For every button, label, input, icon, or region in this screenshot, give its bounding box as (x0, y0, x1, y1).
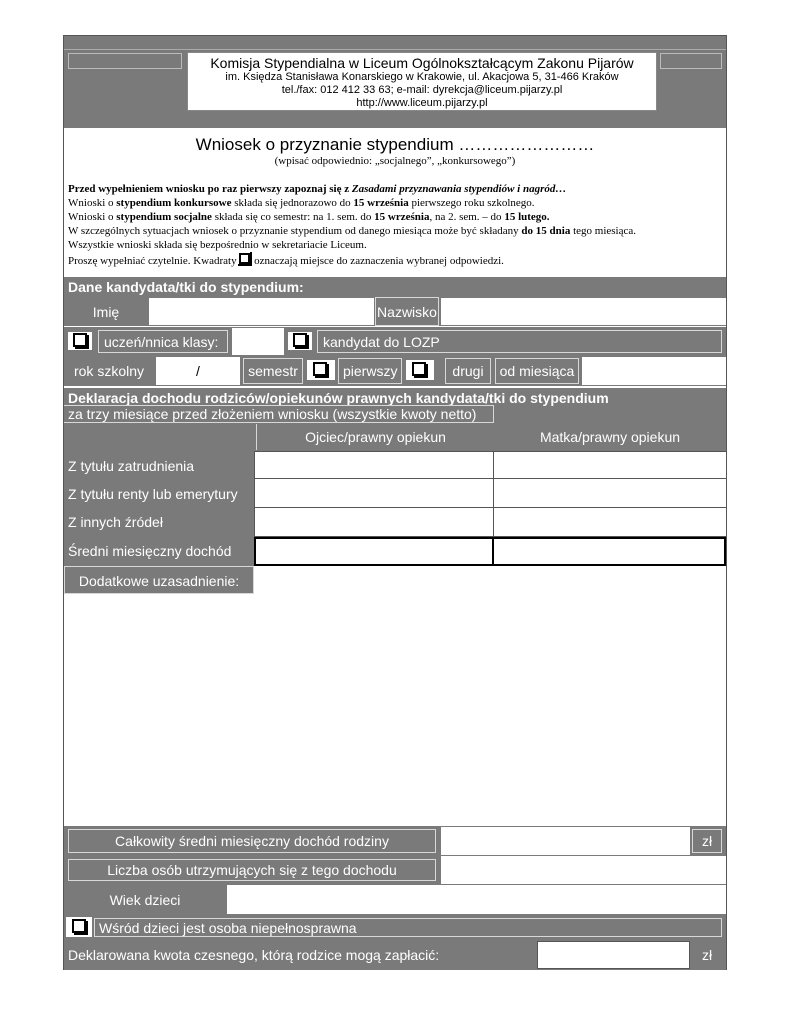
income-mother-field[interactable] (494, 508, 726, 537)
income-mother-field[interactable] (494, 479, 726, 508)
income-subtitle: za trzy miesiące przed złożeniem wniosku (wszystkie kwoty netto) (68, 406, 477, 422)
justification-label: Dodatkowe uzasadnienie: (78, 572, 240, 589)
semester-first-label: pierwszy (338, 358, 402, 384)
semester-second-checkbox[interactable] (406, 360, 434, 380)
last-name-field[interactable] (441, 298, 726, 325)
intro-line-3: Wnioski o stypendium socjalne składa się co semestr: na 1. sem. do 15 września, na 2. sem. – do 15 lutego. (68, 211, 550, 223)
income-title: Deklaracja dochodu rodziców/opiekunów prawnych kandydata/tki do stypendium (68, 390, 609, 406)
income-row-label: Średni miesięczny dochód (68, 542, 232, 559)
student-label: uczeń/nnica klasy: (98, 330, 228, 353)
school-year-separator: / (196, 363, 200, 379)
semester-second-label: drugi (445, 358, 491, 384)
header-box (187, 52, 657, 111)
header-side-box-right (660, 53, 722, 69)
intro-line-2: Wnioski o stypendium konkursowe składa się jednorazowo do 15 września pierwszego roku szkolnego. (68, 197, 535, 209)
disabled-child-checkbox[interactable] (66, 917, 92, 937)
justification-field-right-edge (254, 566, 726, 826)
school-year-field[interactable] (156, 357, 240, 385)
intro-line-1: Przed wypełnieniem wniosku po raz pierwszy zapoznaj się z Zasadami przyznawania stypendiów i nagród… (68, 183, 567, 195)
average-income-father-field[interactable] (254, 537, 494, 566)
school-year-label: rok szkolny (73, 363, 145, 379)
student-checkbox[interactable] (68, 332, 92, 350)
lozp-label: kandydat do LOZP (317, 330, 722, 353)
org-address: im. Księdza Stanisława Konarskiego w Krakowie, ul. Akacjowa 5, 31-466 Kraków (225, 71, 619, 83)
tuition-label: Deklarowana kwota czesnego, którą rodzice mogą zapłacić: (68, 947, 440, 963)
income-mother-field[interactable] (494, 452, 726, 479)
org-url[interactable]: http://www.liceum.pijarzy.pl (356, 97, 488, 109)
candidate-section-header (64, 277, 726, 297)
class-field[interactable] (232, 328, 284, 355)
first-name-label: Imię (92, 303, 120, 320)
form-subtitle: (wpisać odpowiednio: „socjalnego”, „konkursowego”) (274, 155, 516, 167)
income-row-label: Z tytułu renty lub emerytury (68, 485, 238, 502)
income-father-field[interactable] (254, 452, 494, 479)
mother-column-header: Matka/prawny opiekun (539, 429, 681, 445)
first-name-field[interactable] (149, 298, 374, 325)
org-name: Komisja Stypendialna w Liceum Ogólnokształcącym Zakonu Pijarów (210, 55, 634, 71)
candidate-section-title: Dane kandydata/tki do stypendium: (68, 279, 304, 295)
income-father-field[interactable] (254, 508, 494, 537)
checkbox-legend-icon (239, 253, 251, 265)
income-father-field[interactable] (254, 479, 494, 508)
header-topline (64, 49, 726, 50)
children-age-label: Wiek dzieci (109, 892, 181, 908)
total-income-currency: zł (692, 829, 722, 853)
father-column-header: Ojciec/prawny opiekun (256, 424, 494, 450)
from-month-field[interactable] (582, 357, 726, 385)
header-side-box-left (68, 53, 182, 69)
semester-first-checkbox[interactable] (307, 360, 335, 380)
last-name-label: Nazwisko (375, 297, 439, 326)
justification-label-box (64, 566, 254, 594)
total-income-field[interactable] (441, 827, 690, 855)
tuition-field[interactable] (537, 941, 690, 969)
intro-line-6: Proszę wypełniać czytelnie. Kwadraty oznaczają miejsce do zaznaczenia wybranej odpowiedzi. (68, 255, 504, 267)
disabled-child-label: Wśród dzieci jest osoba niepełnosprawna (94, 918, 722, 937)
tuition-currency: zł (701, 947, 713, 963)
from-month-label: od miesiąca (495, 358, 579, 384)
children-age-field[interactable] (227, 885, 726, 914)
income-row-label: Z innych źródeł (68, 513, 163, 530)
total-income-label: Całkowity średni miesięczny dochód rodziny (68, 829, 436, 853)
org-contact: tel./fax: 012 412 33 63; e-mail: dyrekcja@liceum.pijarzy.pl (281, 84, 563, 96)
intro-line-4: W szczególnych sytuacjach wniosek o przyznanie stypendium od danego miesiąca może być składany do 15 dnia tego miesiąca. (68, 225, 636, 237)
income-row-label: Z tytułu zatrudnienia (68, 457, 195, 474)
semester-label: semestr (243, 358, 303, 384)
form-title: Wniosek o przyznanie stypendium …………………… (195, 135, 595, 154)
intro-text (68, 182, 723, 268)
lozp-checkbox[interactable] (288, 332, 312, 350)
persons-field[interactable] (441, 856, 726, 884)
intro-line-5: Wszystkie wnioski składa się bezpośrednio w sekretariacie Liceum. (68, 239, 367, 251)
income-subtitle-box (64, 405, 494, 423)
average-income-mother-field[interactable] (494, 537, 726, 566)
persons-label: Liczba osób utrzymujących się z tego dochodu (68, 859, 436, 881)
